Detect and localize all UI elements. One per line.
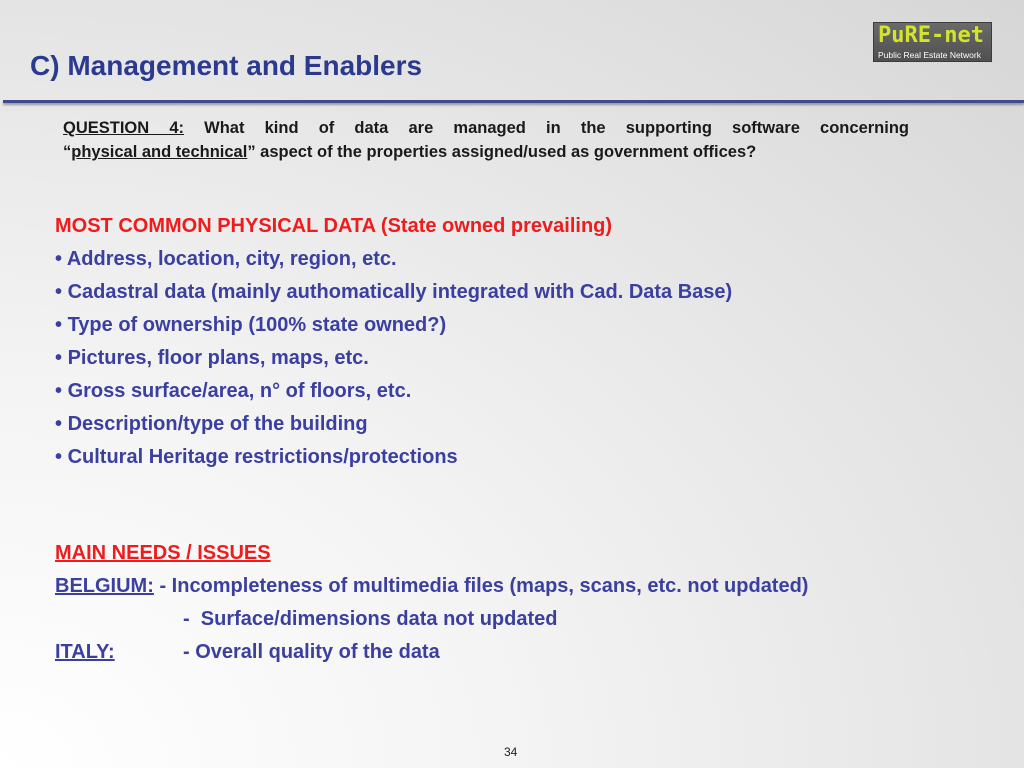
list-item-text: Address, location, city, region, etc. bbox=[66, 248, 397, 270]
belgium-row-1 bbox=[55, 570, 808, 603]
question-line-1 bbox=[63, 116, 909, 140]
physical-data-heading: MOST COMMON PHYSICAL DATA (State owned prevailing) bbox=[55, 215, 613, 237]
question-label: QUESTION 4: bbox=[63, 119, 184, 137]
slide-title: C) Management and Enablers bbox=[30, 50, 423, 81]
list-item bbox=[55, 243, 732, 276]
list-item-text: Gross surface/area, n° of floors, etc. bbox=[67, 380, 412, 402]
list-item-text: Cultural Heritage restrictions/protections bbox=[67, 446, 458, 468]
bullet-glyph: • bbox=[55, 446, 63, 468]
list-item bbox=[55, 342, 732, 375]
question-text-2: ” aspect of the properties assigned/used as government offices? bbox=[247, 143, 757, 161]
pure-net-logo bbox=[873, 22, 992, 62]
list-item bbox=[55, 408, 732, 441]
question-open-quote: “ bbox=[63, 143, 72, 161]
logo-wordmark: PuRE-net bbox=[878, 23, 984, 48]
bullet-glyph: • bbox=[55, 347, 63, 369]
needs-heading: MAIN NEEDS / ISSUES bbox=[55, 542, 271, 564]
list-item bbox=[55, 441, 732, 474]
list-item bbox=[55, 375, 732, 408]
belgium-row-2 bbox=[55, 603, 808, 636]
question-line-2 bbox=[63, 140, 909, 164]
list-item bbox=[55, 309, 732, 342]
belgium-label: BELGIUM: bbox=[55, 575, 154, 597]
italy-issue-1: - Overall quality of the data bbox=[183, 641, 440, 663]
belgium-issue-2: - Surface/dimensions data not updated bbox=[183, 608, 558, 630]
question-block bbox=[63, 116, 909, 164]
bullet-glyph: • bbox=[55, 248, 63, 270]
needs-section bbox=[55, 537, 808, 669]
bullet-glyph: • bbox=[55, 281, 63, 303]
page-number: 34 bbox=[504, 745, 518, 759]
italy-row bbox=[55, 636, 808, 669]
list-item-text: Cadastral data (mainly authomatically integrated with Cad. Data Base) bbox=[67, 281, 733, 303]
belgium-issue-1: - Incompleteness of multimedia files (maps, scans, etc. not updated) bbox=[153, 575, 809, 597]
title-divider bbox=[3, 100, 1024, 103]
bullet-glyph: • bbox=[55, 413, 63, 435]
list-item-text: Description/type of the building bbox=[67, 413, 368, 435]
list-item-text: Type of ownership (100% state owned?) bbox=[67, 314, 447, 336]
list-item-text: Pictures, floor plans, maps, etc. bbox=[67, 347, 369, 369]
physical-data-section bbox=[55, 210, 732, 474]
bullet-glyph: • bbox=[55, 314, 63, 336]
question-text-1: What kind of data are managed in the supporting software concerning bbox=[184, 119, 909, 137]
logo-subtitle: Public Real Estate Network bbox=[878, 50, 981, 60]
italy-label: ITALY: bbox=[55, 641, 115, 663]
list-item bbox=[55, 276, 732, 309]
question-underlined-phrase: physical and technical bbox=[71, 143, 248, 161]
bullet-glyph: • bbox=[55, 380, 63, 402]
